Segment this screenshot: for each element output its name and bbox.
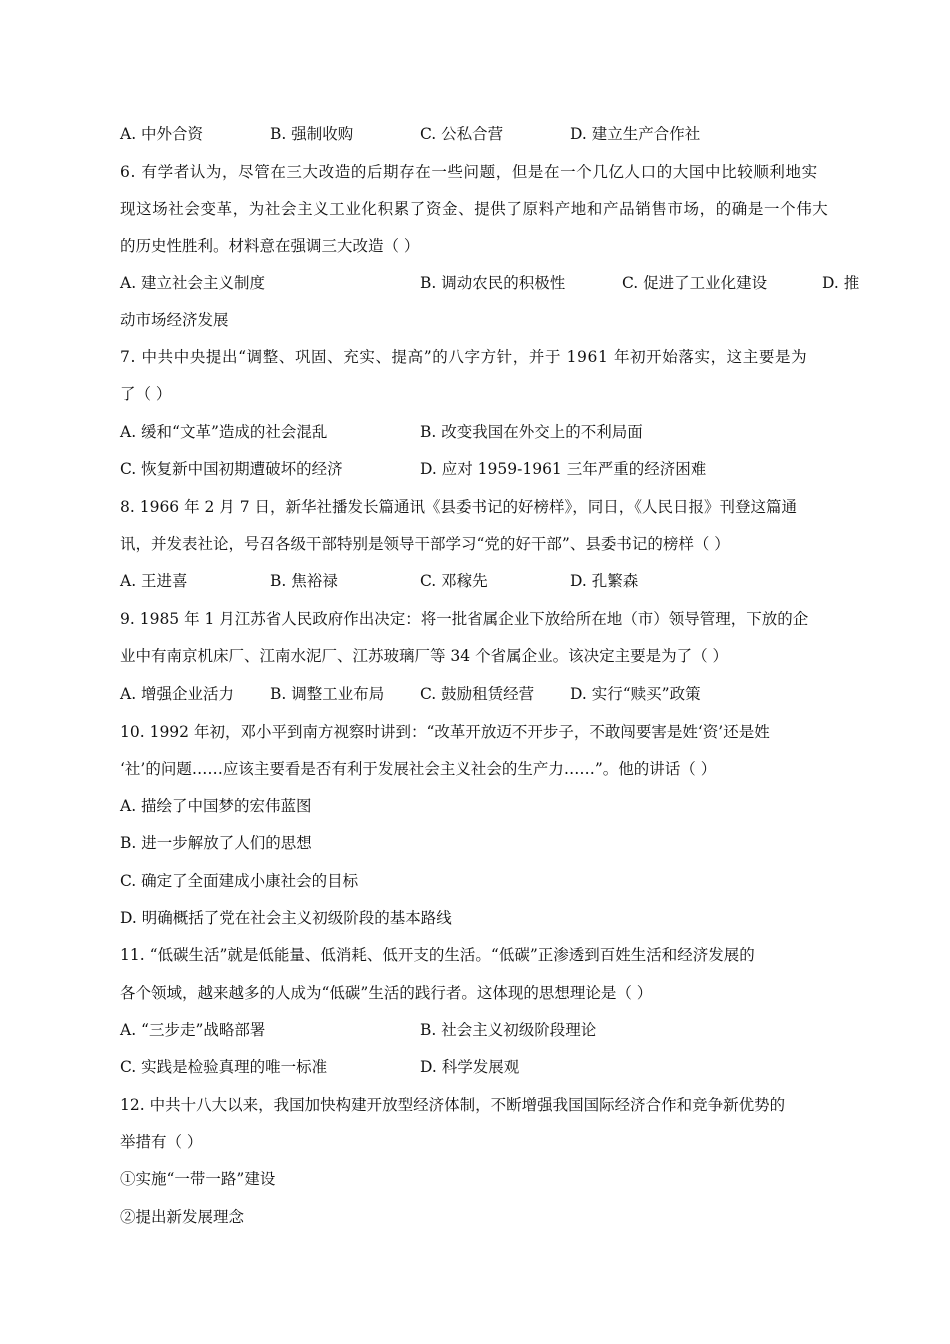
- q7-option-c: C. 恢复新中国初期遭破坏的经济: [120, 460, 343, 478]
- q9-option-d: D. 实行“赎买”政策: [570, 685, 701, 703]
- q11-stem-line-1: 11. “低碳生活”就是低能量、低消耗、低开支的生活。“低碳”正渗透到百姓生活和经济发展的: [120, 946, 755, 964]
- q9-stem-line-2: 业中有南京机床厂、江南水泥厂、江苏玻璃厂等 34 个省属企业。该决定主要是为了（ ）: [120, 647, 729, 665]
- q9-option-a: A. 增强企业活力: [120, 685, 235, 703]
- q8-stem-line-1: 8. 1966 年 2 月 7 日，新华社播发长篇通讯《县委书记的好榜样》，同日，《人民日报》刊登这篇通: [120, 498, 798, 516]
- q10-option-d: D. 明确概括了党在社会主义初级阶段的基本路线: [120, 909, 452, 927]
- q10-option-b: B. 进一步解放了人们的思想: [120, 834, 312, 852]
- q12-item-2: ②提出新发展理念: [120, 1208, 245, 1226]
- q8-option-d: D. 孔繁森: [570, 572, 639, 590]
- q5-option-d: D. 建立生产合作社: [570, 125, 701, 143]
- q7-stem-line-1: 7. 中共中央提出“调整、巩固、充实、提高”的八字方针，并于 1961 年初开始落实，这主要是为: [120, 348, 808, 366]
- q10-stem-line-2: ‘社’的问题……应该主要看是否有利于发展社会主义社会的生产力……”。他的讲话（ ）: [120, 760, 717, 778]
- q12-item-1: ①实施“一带一路”建设: [120, 1170, 276, 1188]
- q11-option-b: B. 社会主义初级阶段理论: [420, 1021, 597, 1039]
- q9-stem-line-1: 9. 1985 年 1 月江苏省人民政府作出决定：将一批省属企业下放给所在地（市）领导管理，下放的企: [120, 610, 809, 628]
- q9-option-c: C. 鼓励租赁经营: [420, 685, 535, 703]
- q10-stem-line-1: 10. 1992 年初，邓小平到南方视察时讲到：“改革开放迈不开步子，不敢闯要害是姓‘资’还是姓: [120, 723, 770, 741]
- q7-option-d: D. 应对 1959-1961 三年严重的经济困难: [420, 460, 707, 478]
- q6-option-c: C. 促进了工业化建设: [622, 274, 768, 292]
- q12-stem-line-1: 12. 中共十八大以来，我国加快构建开放型经济体制，不断增强我国国际经济合作和竞争新优势的: [120, 1096, 786, 1114]
- q6-stem-line-3: 的历史性胜利。材料意在强调三大改造（ ）: [120, 237, 420, 255]
- q11-option-d: D. 科学发展观: [420, 1058, 520, 1076]
- q6-option-d: D. 推: [822, 274, 860, 292]
- q7-stem-line-2: 了（ ）: [120, 385, 172, 403]
- q5-option-c: C. 公私合营: [420, 125, 504, 143]
- q10-option-c: C. 确定了全面建成小康社会的目标: [120, 872, 359, 890]
- q10-option-a: A. 描绘了中国梦的宏伟蓝图: [120, 797, 312, 815]
- q11-option-c: C. 实践是检验真理的唯一标准: [120, 1058, 328, 1076]
- q8-option-b: B. 焦裕禄: [270, 572, 338, 590]
- q8-stem-line-2: 讯，并发表社论，号召各级干部特别是领导干部学习“党的好干部”、县委书记的榜样（ ）: [120, 535, 730, 553]
- q7-option-a: A. 缓和“文革”造成的社会混乱: [120, 423, 328, 441]
- q5-option-b: B. 强制收购: [270, 125, 354, 143]
- q8-option-c: C. 邓稼先: [420, 572, 488, 590]
- q11-option-a: A. “三步走”战略部署: [120, 1021, 266, 1039]
- q6-option-d-continued: 动市场经济发展: [120, 311, 229, 329]
- q6-option-b: B. 调动农民的积极性: [420, 274, 566, 292]
- q9-option-b: B. 调整工业布局: [270, 685, 385, 703]
- q6-stem-line-1: 6. 有学者认为，尽管在三大改造的后期存在一些问题，但是在一个几亿人口的大国中比较顺利地实: [120, 163, 818, 181]
- q6-stem-line-2: 现这场社会变革，为社会主义工业化积累了资金、提供了原料产地和产品销售市场，的确是一个伟大: [120, 200, 829, 218]
- q7-option-b: B. 改变我国在外交上的不利局面: [420, 423, 643, 441]
- q6-option-a: A. 建立社会主义制度: [120, 274, 266, 292]
- q8-option-a: A. 王进喜: [120, 572, 188, 590]
- q11-stem-line-2: 各个领域，越来越多的人成为“低碳”生活的践行者。这体现的思想理论是（ ）: [120, 984, 653, 1002]
- q12-stem-line-2: 举措有（ ）: [120, 1133, 203, 1151]
- q5-option-a: A. 中外合资: [120, 125, 204, 143]
